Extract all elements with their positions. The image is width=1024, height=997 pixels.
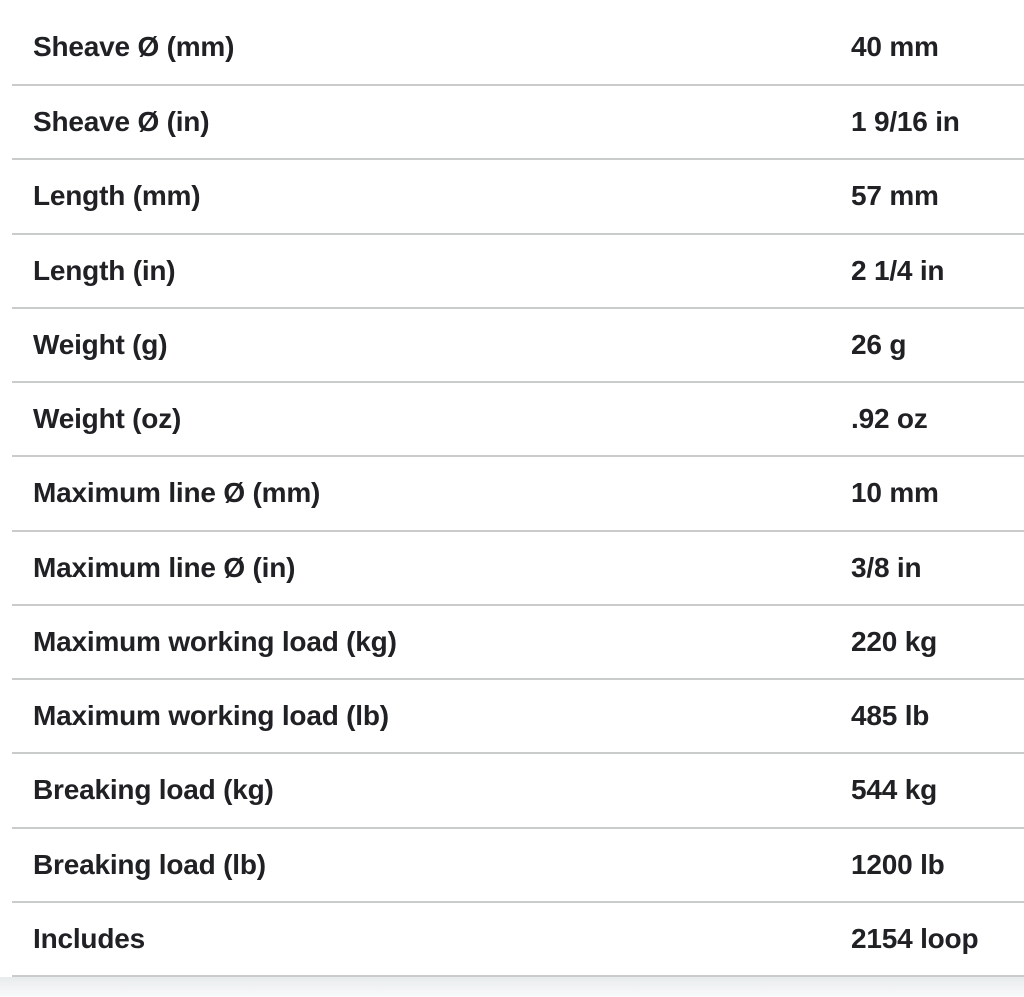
spec-row-sheave-diameter-in [12, 86, 1024, 160]
spec-row-max-working-load-lb [12, 680, 1024, 754]
spec-label: Maximum working load (lb) [33, 700, 389, 732]
spec-value: 544 kg [851, 774, 937, 806]
spec-value: 2 1/4 in [851, 254, 945, 286]
spec-value: .92 oz [851, 403, 928, 435]
spec-value: 40 mm [851, 31, 939, 62]
spec-label: Weight (g) [33, 328, 168, 360]
spec-row-weight-oz [12, 383, 1024, 457]
spec-label: Includes [33, 922, 145, 954]
spec-label: Maximum working load (kg) [33, 625, 397, 657]
spec-row-max-working-load-kg [12, 606, 1024, 680]
spec-value: 26 g [851, 328, 907, 360]
spec-value: 1200 lb [851, 848, 945, 880]
spec-row-sheave-diameter-mm [12, 0, 1024, 86]
spec-label: Weight (oz) [33, 403, 182, 435]
spec-label: Sheave Ø (mm) [33, 31, 235, 62]
spec-row-breaking-load-kg [12, 754, 1024, 828]
spec-value: 485 lb [851, 700, 930, 732]
spec-label: Maximum line Ø (in) [33, 551, 296, 583]
spec-value: 1 9/16 in [851, 106, 960, 138]
spec-label: Maximum line Ø (mm) [33, 477, 321, 509]
spec-value: 10 mm [851, 477, 939, 509]
spec-row-weight-g [12, 309, 1024, 383]
spec-value: 220 kg [851, 625, 937, 657]
spec-label: Length (mm) [33, 180, 201, 212]
spec-label: Length (in) [33, 254, 176, 286]
spec-value: 3/8 in [851, 551, 922, 583]
spec-row-max-line-diameter-mm [12, 457, 1024, 531]
spec-value: 57 mm [851, 180, 939, 212]
next-section-shadow [0, 977, 1024, 997]
spec-row-max-line-diameter-in [12, 532, 1024, 606]
spec-value: 2154 loop [851, 922, 979, 954]
spec-row-includes [12, 903, 1024, 977]
spec-label: Sheave Ø (in) [33, 106, 210, 138]
spec-row-breaking-load-lb [12, 829, 1024, 903]
spec-row-length-in [12, 235, 1024, 309]
spec-label: Breaking load (lb) [33, 848, 266, 880]
spec-row-length-mm [12, 160, 1024, 234]
spec-label: Breaking load (kg) [33, 774, 274, 806]
